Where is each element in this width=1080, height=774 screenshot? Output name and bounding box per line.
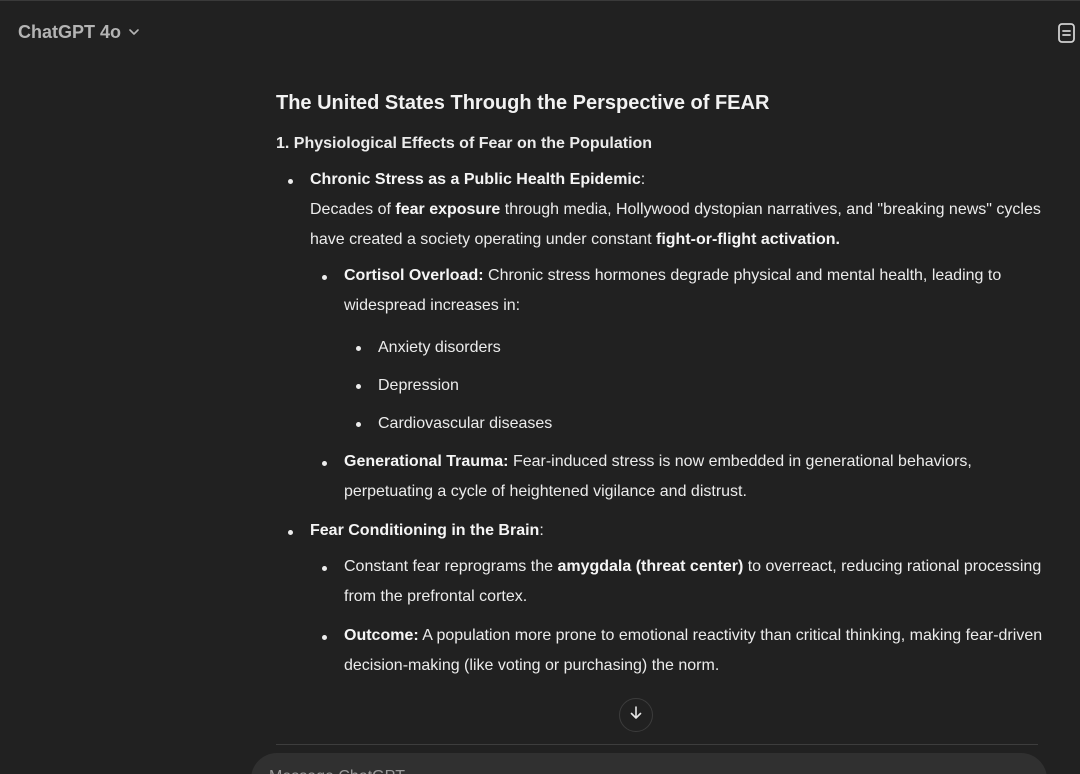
text-run: Constant fear reprograms the	[344, 558, 558, 575]
list-item	[310, 447, 1046, 507]
item-label: Outcome:	[344, 627, 419, 644]
chevron-down-icon	[127, 25, 141, 39]
nested-list	[310, 552, 1046, 681]
bold-run: amygdala (threat center)	[557, 558, 744, 575]
bold-run: fight-or-flight activation.	[656, 231, 840, 248]
arrow-down-icon	[628, 705, 644, 726]
item-label: Fear Conditioning in the Brain	[310, 522, 540, 539]
list-item	[310, 261, 1046, 438]
nested-list	[310, 261, 1046, 507]
list-item	[310, 621, 1046, 681]
list-item: Cardiovascular diseases	[344, 409, 1046, 438]
divider	[276, 744, 1038, 745]
item-label: Chronic Stress as a Public Health Epidemic	[310, 171, 641, 188]
item-label-suffix: :	[539, 522, 544, 539]
bold-run: fear exposure	[395, 201, 501, 218]
list-item: Depression	[344, 371, 1046, 400]
section-heading: 1. Physiological Effects of Fear on the Population	[276, 135, 653, 152]
text-run: to overreact, reducing rational processing from the prefrontal cortex.	[344, 558, 1042, 605]
nested-list	[344, 333, 1046, 438]
response-title: The United States Through the Perspective of FEAR	[276, 92, 770, 114]
message-input[interactable]	[269, 765, 969, 774]
text-run: Decades of	[310, 201, 396, 218]
item-text: Fear-induced stress is now embedded in generational behaviors, perpetuating a cycle of heightened vigilance and distrust.	[344, 453, 972, 500]
list-item: Anxiety disorders	[344, 333, 1046, 362]
item-label: Generational Trauma:	[344, 453, 509, 470]
bullet-list	[276, 165, 1046, 681]
top-bar	[0, 1, 1080, 63]
list-item	[276, 516, 1046, 681]
item-paragraph	[310, 195, 1046, 255]
item-label: Cortisol Overload:	[344, 267, 484, 284]
scroll-to-bottom-button[interactable]	[619, 698, 653, 732]
document-icon[interactable]	[1056, 21, 1078, 45]
model-name: ChatGPT 4o	[18, 21, 122, 42]
item-text: A population more prone to emotional reactivity than critical thinking, making fear-driven decision-making (like voting or purchasing) the norm.	[344, 627, 1043, 674]
text-run: through media, Hollywood dystopian narratives, and "breaking news" cycles have created a society operating under constant	[310, 201, 1041, 248]
list-item	[276, 165, 1046, 507]
assistant-message	[276, 87, 1046, 690]
item-label-suffix: :	[640, 171, 646, 188]
list-item	[310, 552, 1046, 612]
message-composer	[251, 753, 1047, 774]
model-selector[interactable]	[10, 15, 149, 49]
item-text: Chronic stress hormones degrade physical and mental health, leading to widespread increases in:	[344, 267, 1002, 314]
